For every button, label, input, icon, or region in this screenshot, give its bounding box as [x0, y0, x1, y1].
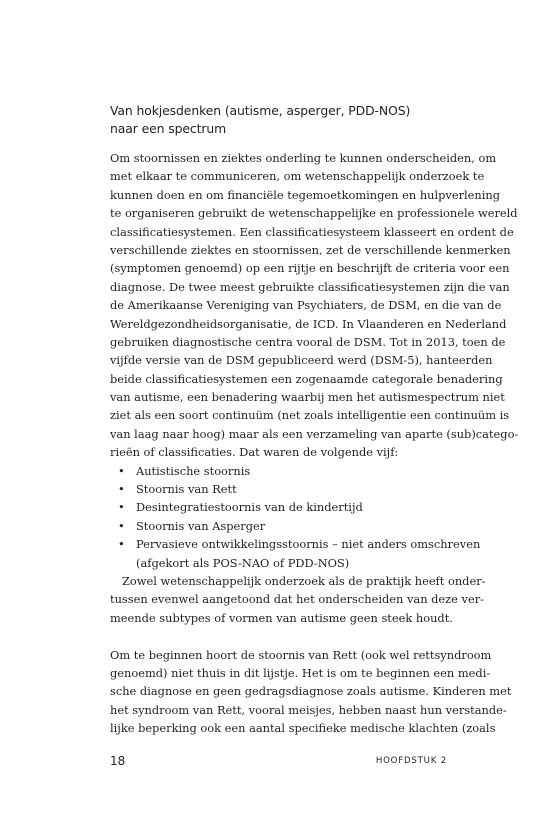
paragraph-line: te organiseren gebruikt de wetenschappelijke en professionele wereld	[110, 206, 518, 221]
paragraph-line: sche diagnose en geen gedragsdiagnose zoals autisme. Kinderen met	[110, 684, 512, 699]
paragraph-line: rieën of classificaties. Dat waren de volgende vijf:	[110, 445, 399, 460]
paragraph-line: Wereldgezondheidsorganisatie, de ICD. In Vlaanderen en Nederland	[110, 316, 507, 331]
paragraph-line: ziet als een soort continuüm (net zoals intelligentie een continuüm is	[110, 408, 510, 423]
paragraph-line: van laag naar hoog) maar als een verzameling van aparte (sub)catego-	[110, 426, 519, 441]
paragraph-line: diagnose. De twee meest gebruikte classificatiesystemen zijn die van	[110, 279, 510, 294]
heading-line: naar een spectrum	[110, 121, 227, 136]
list-item-text: Autistische stoornis	[136, 463, 251, 478]
paragraph-line: (symptomen genoemd) op een rijtje en beschrijft de criteria voor een	[110, 261, 510, 276]
list-item-text: Stoornis van Asperger	[136, 518, 266, 533]
chapter-label: HOOFDSTUK 2	[375, 756, 447, 766]
list-item	[110, 480, 445, 498]
list-item-text: Desintegratiestoornis van de kindertijd	[136, 500, 363, 515]
paragraph-line: het syndroom van Rett, vooral meisjes, hebben naast hun verstande-	[110, 702, 507, 717]
bullet-glyph: •	[118, 500, 125, 515]
paragraph-line: genoemd) niet thuis in dit lijstje. Het is om te beginnen een medi-	[110, 665, 491, 680]
bullet-glyph: •	[118, 482, 125, 497]
list-item-continuation: (afgekort als POS-NAO of PDD-NOS)	[136, 555, 350, 570]
section-heading	[110, 102, 450, 138]
paragraph-line: Zowel wetenschappelijk onderzoek als de praktijk heeft onder-	[122, 573, 486, 588]
paragraph-line: beide classificatiesystemen een zogenaamde categorale benadering	[110, 371, 503, 386]
list-item	[110, 462, 445, 480]
heading-line: Van hokjesdenken (autisme, asperger, PDD-NOS)	[110, 103, 411, 118]
list-item-text: Pervasieve ontwikkelingsstoornis – niet anders omschreven	[136, 537, 481, 552]
paragraph-line: tussen evenwel aangetoond dat het onderscheiden van deze ver-	[110, 592, 485, 607]
bullet-glyph: •	[118, 537, 125, 552]
body-text	[110, 149, 519, 738]
list-item	[110, 517, 445, 535]
paragraph-line: classificatiesystemen. Een classificatiesysteem klasseert en ordent de	[110, 224, 514, 239]
paragraph-gap	[110, 627, 445, 645]
paragraph-line: Om stoornissen en ziektes onderling te kunnen onderscheiden, om	[110, 151, 497, 165]
bullet-glyph: •	[118, 463, 125, 478]
page-number: 18	[110, 754, 126, 768]
paragraph-line: vijfde versie van de DSM gepubliceerd werd (DSM-5), hanteerden	[110, 353, 493, 368]
list-item	[110, 535, 481, 553]
list-item	[110, 498, 445, 516]
paragraph-line: lijke beperking ook een aantal specifieke medische klachten (zoals	[110, 721, 496, 736]
list-item-text: Stoornis van Rett	[136, 482, 237, 497]
paragraph-line: van autisme, een benadering waarbij men het autismespectrum niet	[110, 390, 505, 405]
paragraph-line: verschillende ziektes en stoornissen, zet de verschillende kenmerken	[110, 242, 511, 257]
paragraph-line: Om te beginnen hoort de stoornis van Rett (ook wel rettsyndroom	[110, 647, 492, 662]
bullet-glyph: •	[118, 518, 125, 533]
paragraph-line: met elkaar te communiceren, om wetenschappelijk onderzoek te	[110, 169, 485, 184]
paragraph-line: meende subtypes of vormen van autisme geen steek houdt.	[110, 610, 453, 625]
paragraph-line: de Amerikaanse Vereniging van Psychiaters, de DSM, en die van de	[110, 298, 502, 313]
paragraph-line: gebruiken diagnostische centra vooral de DSM. Tot in 2013, toen de	[110, 334, 506, 349]
paragraph-line: kunnen doen en om financiële tegemoetkomingen en hulpverlening	[110, 187, 501, 202]
